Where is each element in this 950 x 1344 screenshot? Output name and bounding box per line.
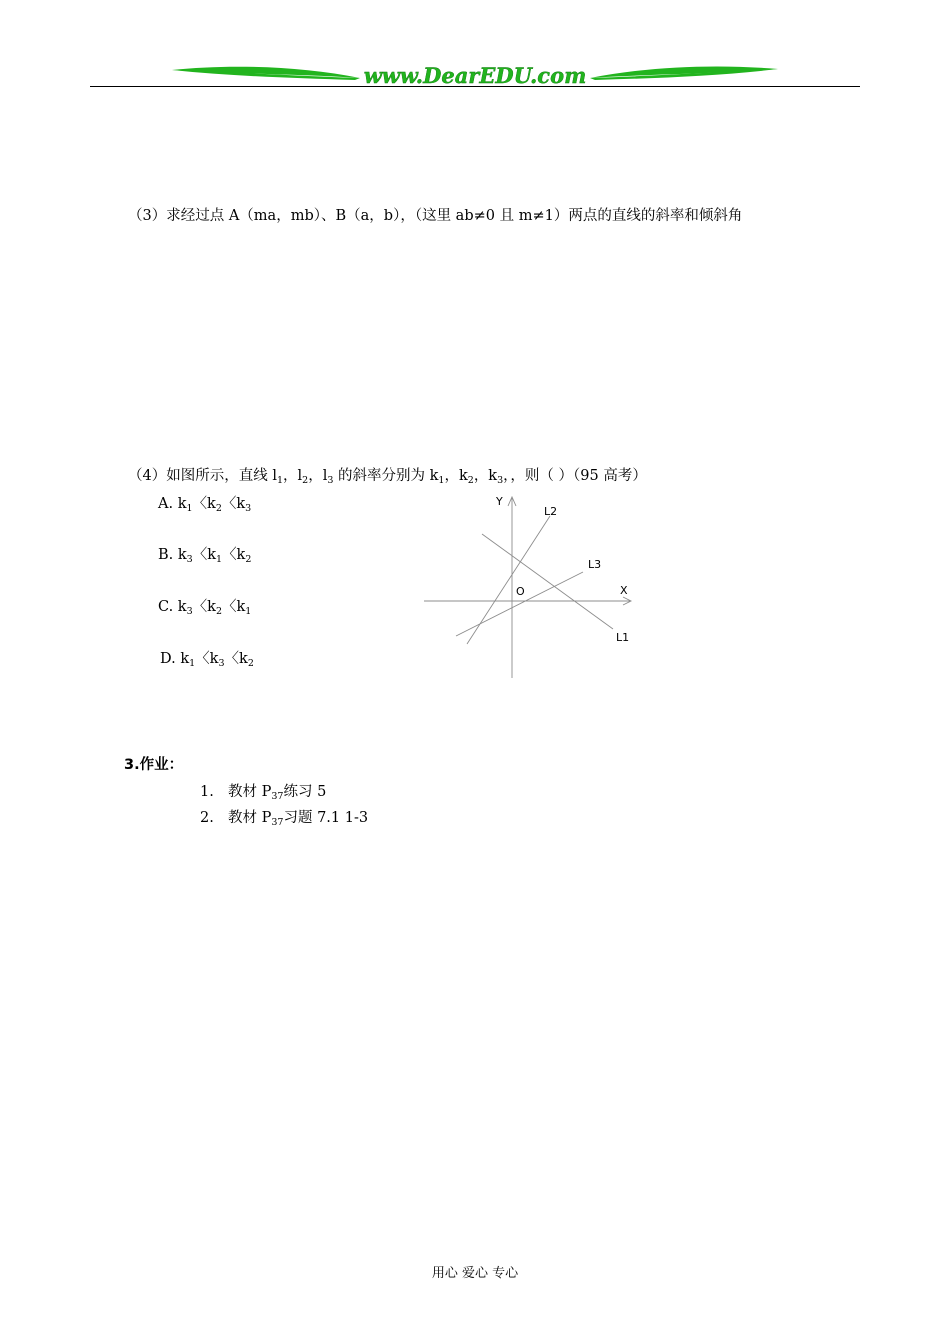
line-l1 xyxy=(482,534,613,629)
q4-text-part: ，k xyxy=(473,468,498,484)
homework-item-text: 习题 7.1 1-3 xyxy=(283,810,369,826)
homework-item-text: 教材 P xyxy=(228,810,272,826)
homework-item-sub: 37 xyxy=(271,817,284,828)
option-sub: 1 xyxy=(189,658,196,669)
option-sub: 2 xyxy=(215,606,222,617)
option-sep: 〈k xyxy=(221,496,246,512)
option-sep: 〈k xyxy=(195,651,219,667)
question-4 xyxy=(128,467,647,485)
question-3 xyxy=(128,207,742,225)
y-axis-label: Y xyxy=(496,495,503,508)
homework-title: 3.作业： xyxy=(124,757,184,773)
option-sub: 3 xyxy=(218,658,225,669)
homework-item xyxy=(200,780,326,801)
option-sub: 2 xyxy=(247,658,254,669)
option-sub: 1 xyxy=(245,606,252,617)
option-sub: 3 xyxy=(186,554,193,565)
homework-item xyxy=(200,806,368,827)
lines-figure xyxy=(420,492,640,682)
logo-text: www.DearEDU.com xyxy=(363,63,587,88)
q4-sub: 2 xyxy=(302,475,309,486)
option-sub: 1 xyxy=(186,503,193,514)
option-c[interactable] xyxy=(158,598,251,616)
q4-text-part: ，l xyxy=(308,468,328,484)
option-b[interactable] xyxy=(158,546,251,564)
q4-sub: 1 xyxy=(276,475,284,486)
option-sub: 2 xyxy=(245,554,252,565)
q4-sub: 3 xyxy=(327,475,334,486)
q4-sub: 2 xyxy=(467,475,474,486)
option-sep: 〈k xyxy=(222,547,246,563)
origin-label: O xyxy=(516,585,525,598)
line-label-l1: L1 xyxy=(616,631,630,644)
option-label: A. k xyxy=(158,496,187,512)
footer-text: 用心 爱心 专心 xyxy=(431,1266,519,1281)
line-label-l2: L2 xyxy=(544,505,558,518)
homework-item-text: 练习 5 xyxy=(283,784,327,800)
q4-text-part: ，，则（ ）（95 高考） xyxy=(503,468,647,484)
line-label-l3: L3 xyxy=(588,558,602,571)
header-rule xyxy=(90,86,860,87)
x-axis-label: X xyxy=(620,584,628,597)
q4-text-part: ，l xyxy=(283,468,303,484)
q4-sub: 1 xyxy=(438,475,445,486)
option-sub: 1 xyxy=(216,554,223,565)
option-label: D. k xyxy=(160,651,190,667)
question-3-text: （3）求经过点 A（ma，mb）、B（a，b），（这里 ab≠0 且 m≠1）两点的直线的斜率和倾斜角 xyxy=(128,208,743,224)
option-sub: 3 xyxy=(186,606,193,617)
option-label: C. k xyxy=(158,599,187,615)
homework-item-number: 2. xyxy=(200,810,214,826)
line-l3 xyxy=(456,572,583,636)
line-l2 xyxy=(467,516,550,644)
option-sub: 3 xyxy=(245,503,252,514)
option-sep: 〈k xyxy=(221,599,246,615)
q4-text-part: ，k xyxy=(444,468,468,484)
page-footer xyxy=(0,1262,950,1281)
option-sep: 〈k xyxy=(192,496,216,512)
option-d[interactable] xyxy=(160,650,254,668)
homework-item-number: 1. xyxy=(200,784,214,800)
option-label: B. k xyxy=(158,547,187,563)
q4-text-part: 的斜率分别为 k xyxy=(333,468,439,484)
option-sep: 〈k xyxy=(192,547,217,563)
homework-item-sub: 37 xyxy=(271,791,284,802)
option-sep: 〈k xyxy=(224,651,248,667)
option-a[interactable] xyxy=(158,495,251,513)
q4-sub: 3 xyxy=(497,475,504,486)
q4-text-part: （4）如图所示，直线 l xyxy=(128,468,277,484)
homework-item-text: 教材 P xyxy=(228,784,272,800)
option-sub: 2 xyxy=(215,503,222,514)
option-sep: 〈k xyxy=(192,599,216,615)
